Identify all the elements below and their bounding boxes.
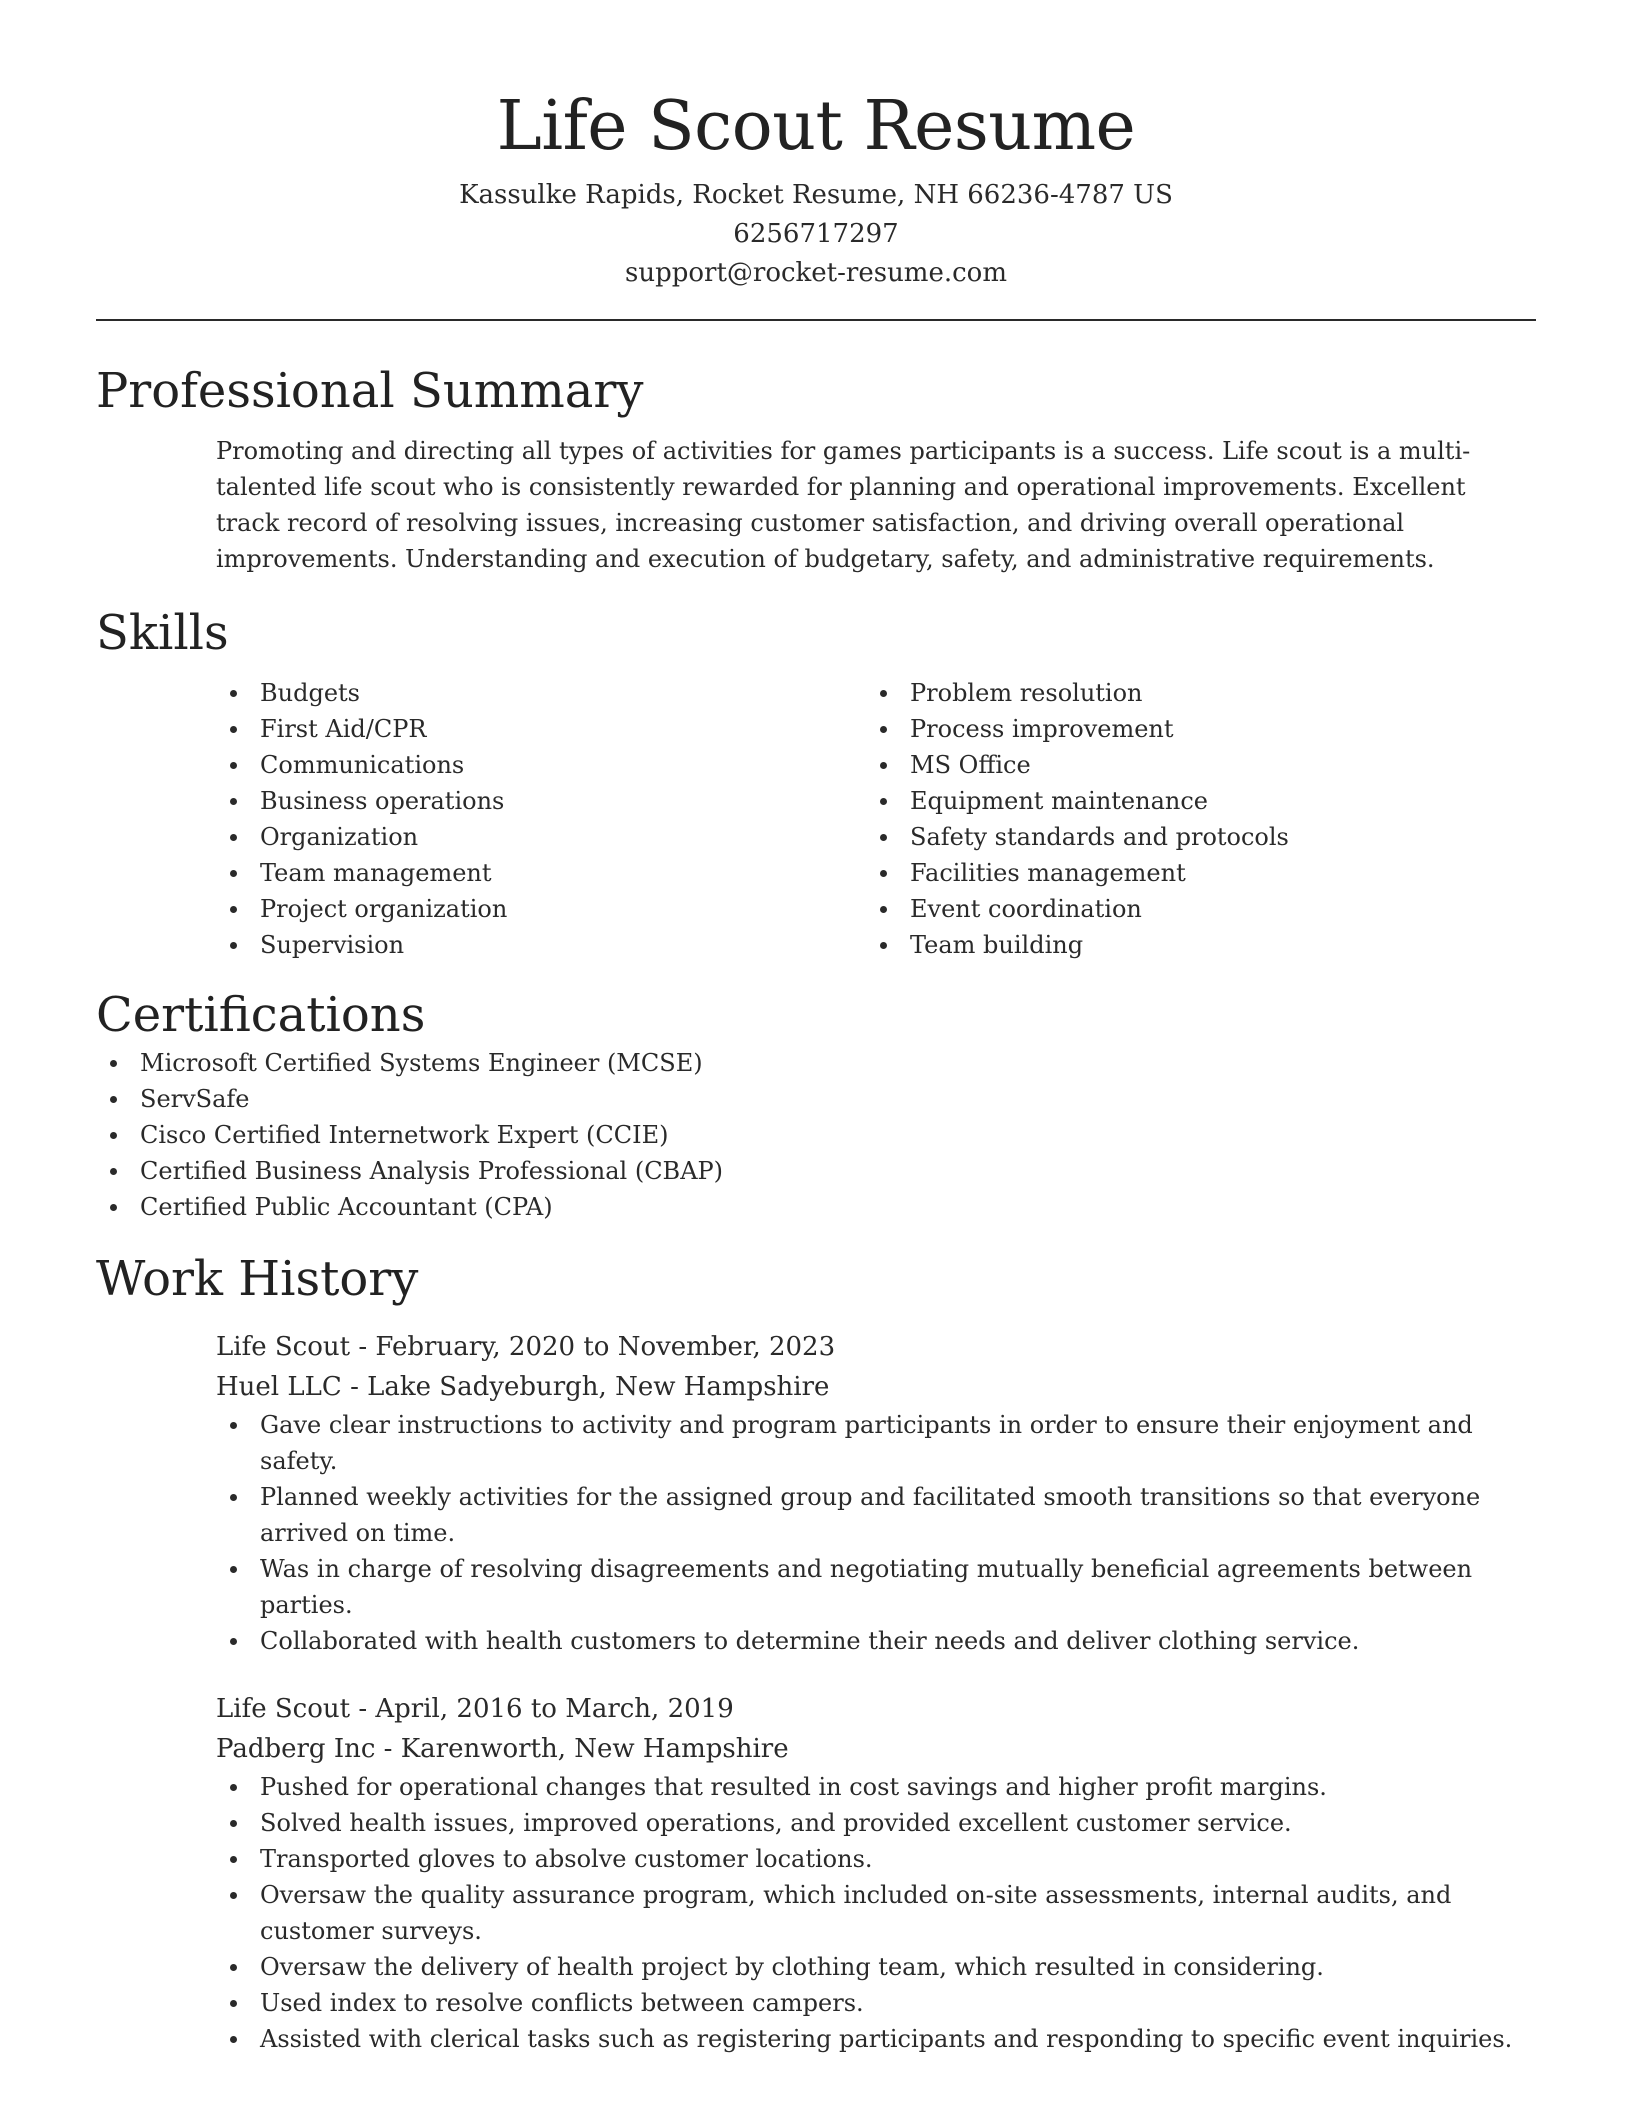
job-bullet: Assisted with clerical tasks such as registering participants and responding to specific event inquiries. — [216, 2021, 1536, 2057]
skill-item: Safety standards and protocols — [866, 819, 1516, 855]
skills-grid — [216, 675, 1536, 963]
certification-item: Certified Business Analysis Professional (CBAP) — [96, 1153, 1416, 1189]
skill-item: Team building — [866, 927, 1516, 963]
certification-item: Microsoft Certified Systems Engineer (MCSE) — [96, 1045, 1416, 1081]
summary-text: Promoting and directing all types of activities for games participants is a success. Life scout is a multi-talented life scout who is consistently rewarded for planning and operational improvements. Excellent track record of resolving issues, increasing customer satisfaction, and driving overall operational improvements. Understanding and execution of budgetary, safety, and administrative requirements. — [216, 437, 1471, 573]
skill-item: Organization — [216, 819, 866, 855]
skill-item: Process improvement — [866, 711, 1516, 747]
skill-item: Budgets — [216, 675, 866, 711]
certification-item: Cisco Certified Internetwork Expert (CCIE) — [96, 1117, 1416, 1153]
job-bullet: Used index to resolve conflicts between campers. — [216, 1985, 1536, 2021]
skill-item: Communications — [216, 747, 866, 783]
skill-item: Project organization — [216, 891, 866, 927]
job-bullets — [216, 1769, 1536, 2057]
job-entry — [216, 1689, 1536, 2057]
job-bullet: Planned weekly activities for the assigned group and facilitated smooth transitions so that everyone arrived on time. — [216, 1479, 1536, 1551]
job-bullet: Was in charge of resolving disagreements and negotiating mutually beneficial agreements between parties. — [216, 1551, 1536, 1623]
job-title-line: Life Scout - April, 2016 to March, 2019 — [216, 1694, 734, 1724]
resume-page — [96, 0, 1536, 2057]
resume-header — [96, 0, 1536, 293]
work-history-section — [96, 1249, 1536, 2057]
skill-item: Equipment maintenance — [866, 783, 1516, 819]
job-entry — [216, 1327, 1536, 1659]
summary-section — [96, 361, 1536, 577]
job-bullet: Pushed for operational changes that resulted in cost savings and higher profit margins. — [216, 1769, 1536, 1805]
skill-item: Event coordination — [866, 891, 1516, 927]
phone: 6256717297 — [733, 219, 899, 249]
contact-info — [96, 176, 1536, 293]
job-bullet: Oversaw the quality assurance program, which included on-site assessments, internal audits, and customer surveys. — [216, 1877, 1536, 1949]
certifications-heading: Certifications — [96, 987, 426, 1043]
skill-item: Problem resolution — [866, 675, 1516, 711]
job-bullets — [216, 1407, 1536, 1659]
job-bullet: Solved health issues, improved operations, and provided excellent customer service. — [216, 1805, 1536, 1841]
email: support@rocket-resume.com — [624, 258, 1007, 288]
skill-item: MS Office — [866, 747, 1516, 783]
job-bullet: Collaborated with health customers to determine their needs and deliver clothing service. — [216, 1623, 1536, 1659]
work-history-heading: Work History — [96, 1251, 419, 1307]
header-divider — [96, 319, 1536, 321]
skill-item: Business operations — [216, 783, 866, 819]
certifications-list — [96, 1045, 1416, 1225]
skill-item: Facilities management — [866, 855, 1516, 891]
skill-item: Supervision — [216, 927, 866, 963]
job-bullet: Gave clear instructions to activity and program participants in order to ensure their enjoyment and safety. — [216, 1407, 1536, 1479]
skills-section — [96, 603, 1536, 963]
skills-column-left — [216, 675, 866, 963]
job-company-line: Padberg Inc - Karenworth, New Hampshire — [216, 1734, 789, 1764]
job-title-line: Life Scout - February, 2020 to November, 2023 — [216, 1332, 836, 1362]
certifications-section — [96, 985, 1536, 1225]
skills-heading: Skills — [96, 605, 229, 661]
address: Kassulke Rapids, Rocket Resume, NH 66236-4787 US — [459, 180, 1173, 210]
skill-item: First Aid/CPR — [216, 711, 866, 747]
skills-list-right — [866, 675, 1516, 963]
certification-item: ServSafe — [96, 1081, 1416, 1117]
job-bullet: Oversaw the delivery of health project by clothing team, which resulted in considering. — [216, 1949, 1536, 1985]
job-company-line: Huel LLC - Lake Sadyeburgh, New Hampshire — [216, 1372, 830, 1402]
skill-item: Team management — [216, 855, 866, 891]
skills-column-right — [866, 675, 1516, 963]
job-bullet: Transported gloves to absolve customer locations. — [216, 1841, 1536, 1877]
summary-heading: Professional Summary — [96, 363, 644, 419]
certification-item: Certified Public Accountant (CPA) — [96, 1189, 1416, 1225]
skills-list-left — [216, 675, 866, 963]
resume-title: Life Scout Resume — [496, 87, 1136, 166]
